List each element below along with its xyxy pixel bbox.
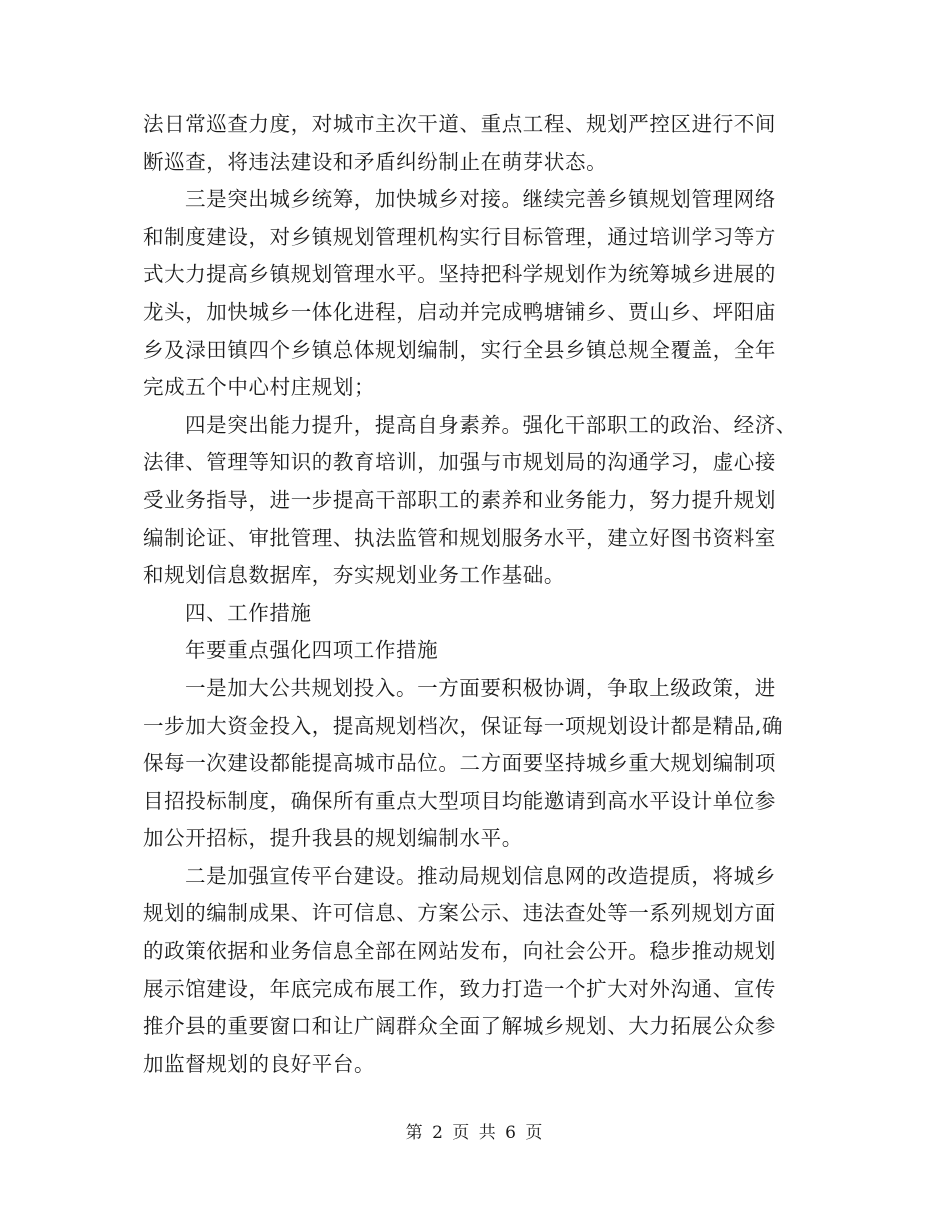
text-line: 法律、管理等知识的教育培训，加强与市规划局的沟通学习，虚心接	[143, 450, 776, 475]
text-line: 四、工作措施	[185, 600, 312, 625]
text-line: 三是突出城乡统筹，加快城乡对接。继续完善乡镇规划管理网络	[185, 187, 776, 212]
text-line: 和制度建设，对乡镇规划管理机构实行目标管理，通过培训学习等方	[143, 224, 776, 249]
text-line: 四是突出能力提升，提高自身素养。强化干部职工的政治、经济、	[185, 412, 797, 437]
text-line: 受业务指导，进一步提高干部职工的素养和业务能力，努力提升规划	[143, 487, 776, 512]
text-line: 一是加大公共规划投入。一方面要积极协调，争取上级政策，进	[185, 675, 776, 700]
text-line: 一步加大资金投入，提高规划档次，保证每一项规划设计都是精品,确	[143, 713, 784, 738]
text-line: 目招投标制度，确保所有重点大型项目均能邀请到高水平设计单位参	[143, 788, 776, 813]
text-line: 保每一次建设都能提高城市品位。二方面要坚持城乡重大规划编制项	[143, 751, 776, 776]
text-line: 规划的编制成果、许可信息、方案公示、违法查处等一系列规划方面	[143, 901, 776, 926]
text-line: 加公开招标，提升我县的规划编制水平。	[143, 826, 523, 851]
text-line: 二是加强宣传平台建设。推动局规划信息网的改造提质，将城乡	[185, 863, 776, 888]
text-line: 完成五个中心村庄规划；	[143, 375, 376, 400]
text-line: 编制论证、审批管理、执法监管和规划服务水平，建立好图书资料室	[143, 525, 776, 550]
text-line: 龙头，加快城乡一体化进程，启动并完成鸭塘铺乡、贾山乡、坪阳庙	[143, 299, 776, 324]
document-body	[143, 106, 823, 1083]
text-line: 式大力提高乡镇规划管理水平。坚持把科学规划作为统筹城乡进展的	[143, 262, 776, 287]
page-footer: 第 2 页 共 6 页	[405, 1123, 545, 1143]
text-line: 乡及渌田镇四个乡镇总体规划编制，实行全县乡镇总规全覆盖，全年	[143, 337, 776, 362]
text-line: 法日常巡查力度，对城市主次干道、重点工程、规划严控区进行不间	[143, 112, 776, 136]
text-line: 的政策依据和业务信息全部在网站发布，向社会公开。稳步推动规划	[143, 939, 776, 964]
text-line: 年要重点强化四项工作措施	[185, 638, 439, 663]
text-line: 推介县的重要窗口和让广阔群众全面了解城乡规划、大力拓展公众参	[143, 1014, 776, 1039]
text-line: 和规划信息数据库，夯实规划业务工作基础。	[143, 563, 565, 588]
text-line: 断巡查，将违法建设和矛盾纠纷制止在萌芽状态。	[143, 149, 608, 174]
text-line: 展示馆建设，年底完成布展工作，致力打造一个扩大对外沟通、宣传	[143, 976, 776, 1001]
text-line: 加监督规划的良好平台。	[143, 1051, 376, 1076]
